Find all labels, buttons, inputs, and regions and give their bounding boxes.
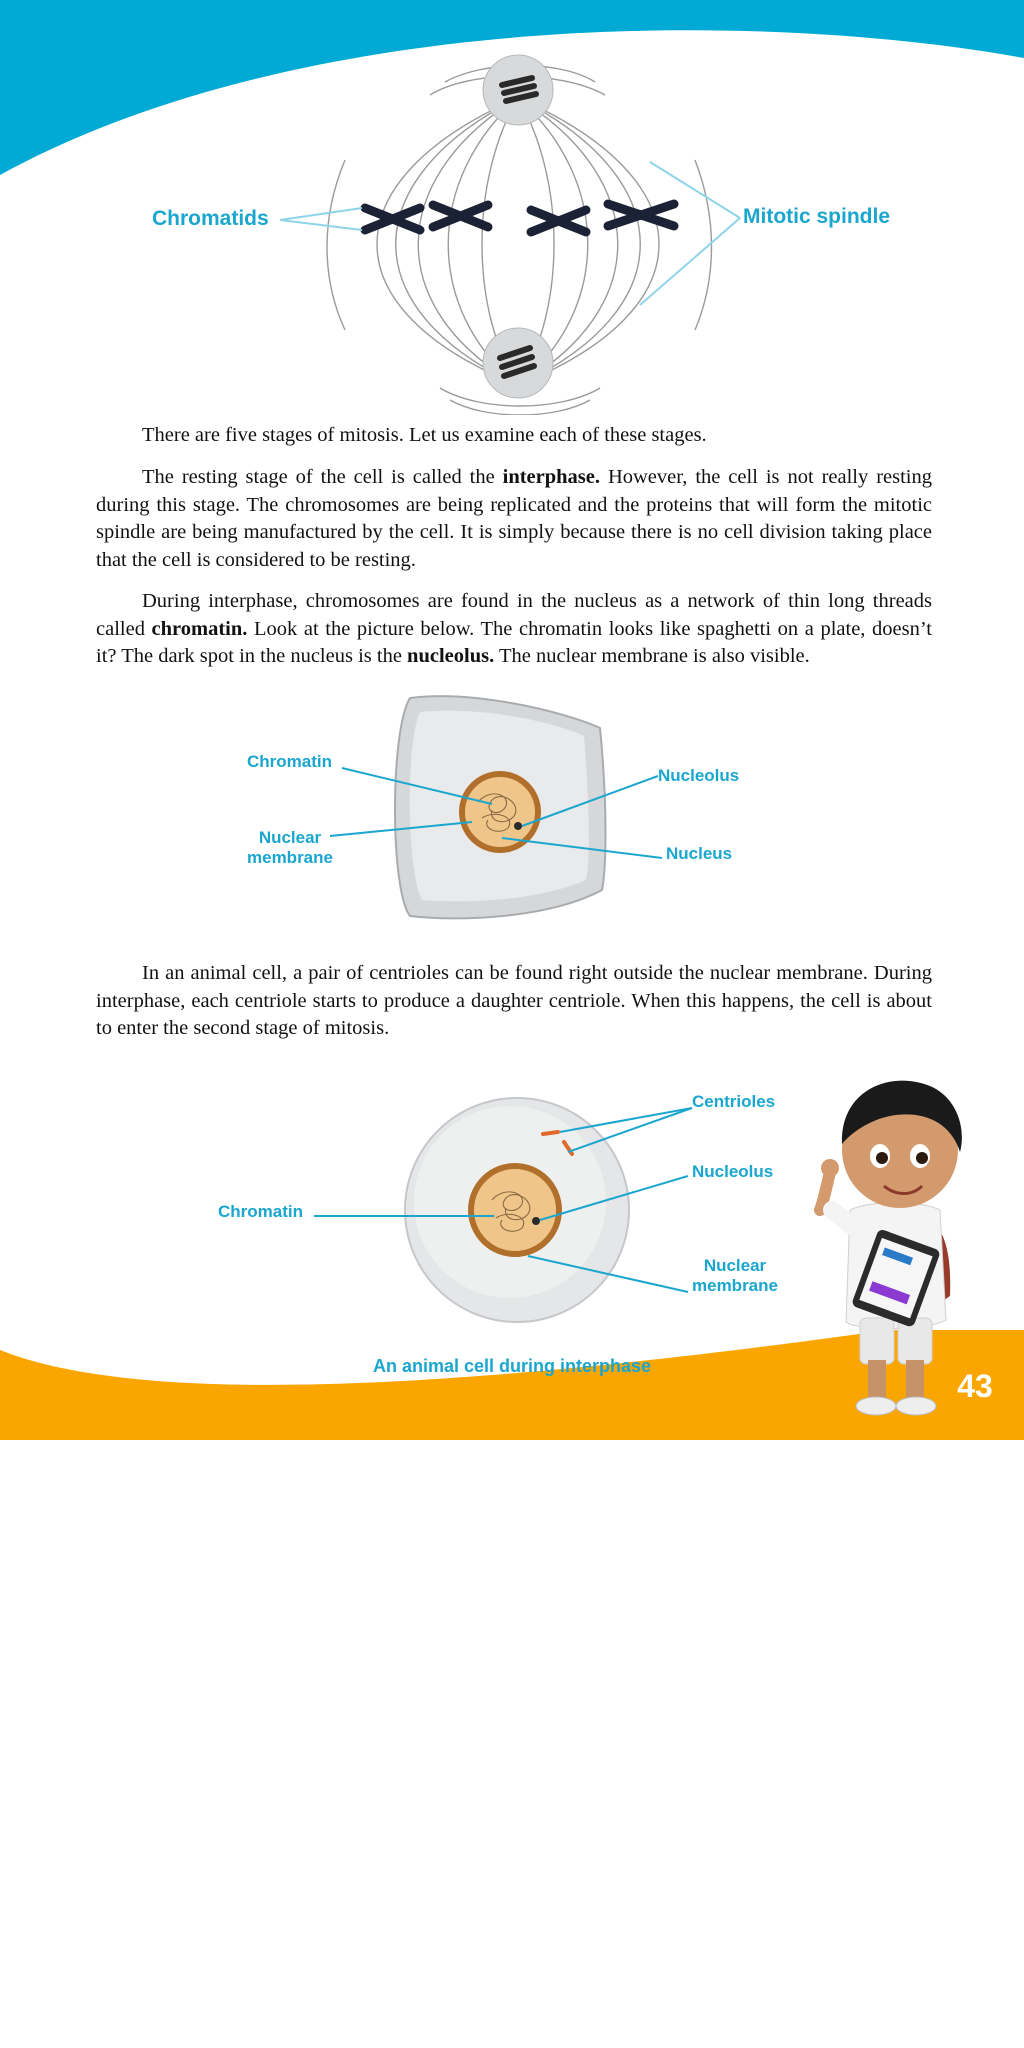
paragraph-4-text: In an animal cell, a pair of centrioles can be found right outside the nuclear membrane. During interphase, each centriole starts to produce a daughter centriole. When this happens, the cell is about to enter the second stage of mitosis. (96, 962, 932, 1039)
p3-text-e: The nuclear membrane is also visible. (494, 645, 810, 667)
chromatid-pairs (365, 204, 674, 232)
label-animal-centrioles: Centrioles (692, 1092, 776, 1111)
label-animal-nuclear-membrane (682, 1256, 788, 1295)
label-chromatids: Chromatids (152, 207, 269, 230)
label-animal-nuclear-line2: membrane (692, 1275, 778, 1295)
label-animal-nuclear-line1: Nuclear (703, 1256, 767, 1275)
label-animal-nucleolus: Nucleolus (692, 1162, 774, 1181)
paragraph-stages-intro (96, 422, 932, 450)
paragraph-centrioles (96, 960, 932, 1043)
p2-text-a: The resting stage of the cell is called the (142, 466, 503, 488)
label-animal-chromatin: Chromatin (218, 1202, 303, 1221)
p3-text-c: Look at the picture below. The chromatin looks like spaghetti on a plate, doesn’t it? The dark spot in the nucleus is the (96, 617, 932, 667)
plant-cell-illustration (230, 690, 770, 930)
plant-cell-figure (230, 690, 770, 930)
paragraph-interphase (96, 464, 932, 574)
term-nucleolus: nucleolus. (407, 645, 495, 667)
animal-nucleolus (532, 1217, 540, 1225)
term-chromatin: chromatin. (151, 617, 248, 640)
animal-cell-figure (210, 1080, 810, 1340)
label-mitotic-spindle: Mitotic spindle (743, 205, 890, 228)
label-plant-nuclear-line2: membrane (247, 847, 333, 867)
term-interphase: interphase. (502, 466, 600, 488)
page-number: 43 (957, 1368, 993, 1404)
mitotic-spindle-figure (140, 40, 920, 415)
label-plant-nucleolus: Nucleolus (658, 766, 740, 785)
label-plant-nucleus: Nucleus (666, 844, 733, 863)
plant-nucleolus (514, 822, 522, 830)
paragraph-chromatin (96, 588, 932, 671)
p2-text-c: However, the cell is not really resting during this stage. The chromosomes are being replicated and the proteins that will form the mitotic spindle are being manufactured by the cell. It is simply because there is no cell division taking place that the cell is considered to be resting. (96, 466, 932, 571)
p3-text-a: During interphase, chromosomes are found in the nucleus as a network of thin long threads called (96, 590, 932, 640)
figure-caption: An animal cell during interphase (372, 1356, 652, 1376)
student-mascot (780, 1060, 990, 1420)
label-plant-chromatin: Chromatin (247, 752, 332, 771)
paragraph-1-text: There are five stages of mitosis. Let us examine each of these stages. (142, 424, 707, 446)
label-plant-nuclear-line1: Nuclear (258, 828, 322, 847)
label-plant-nuclear-membrane (238, 828, 342, 867)
